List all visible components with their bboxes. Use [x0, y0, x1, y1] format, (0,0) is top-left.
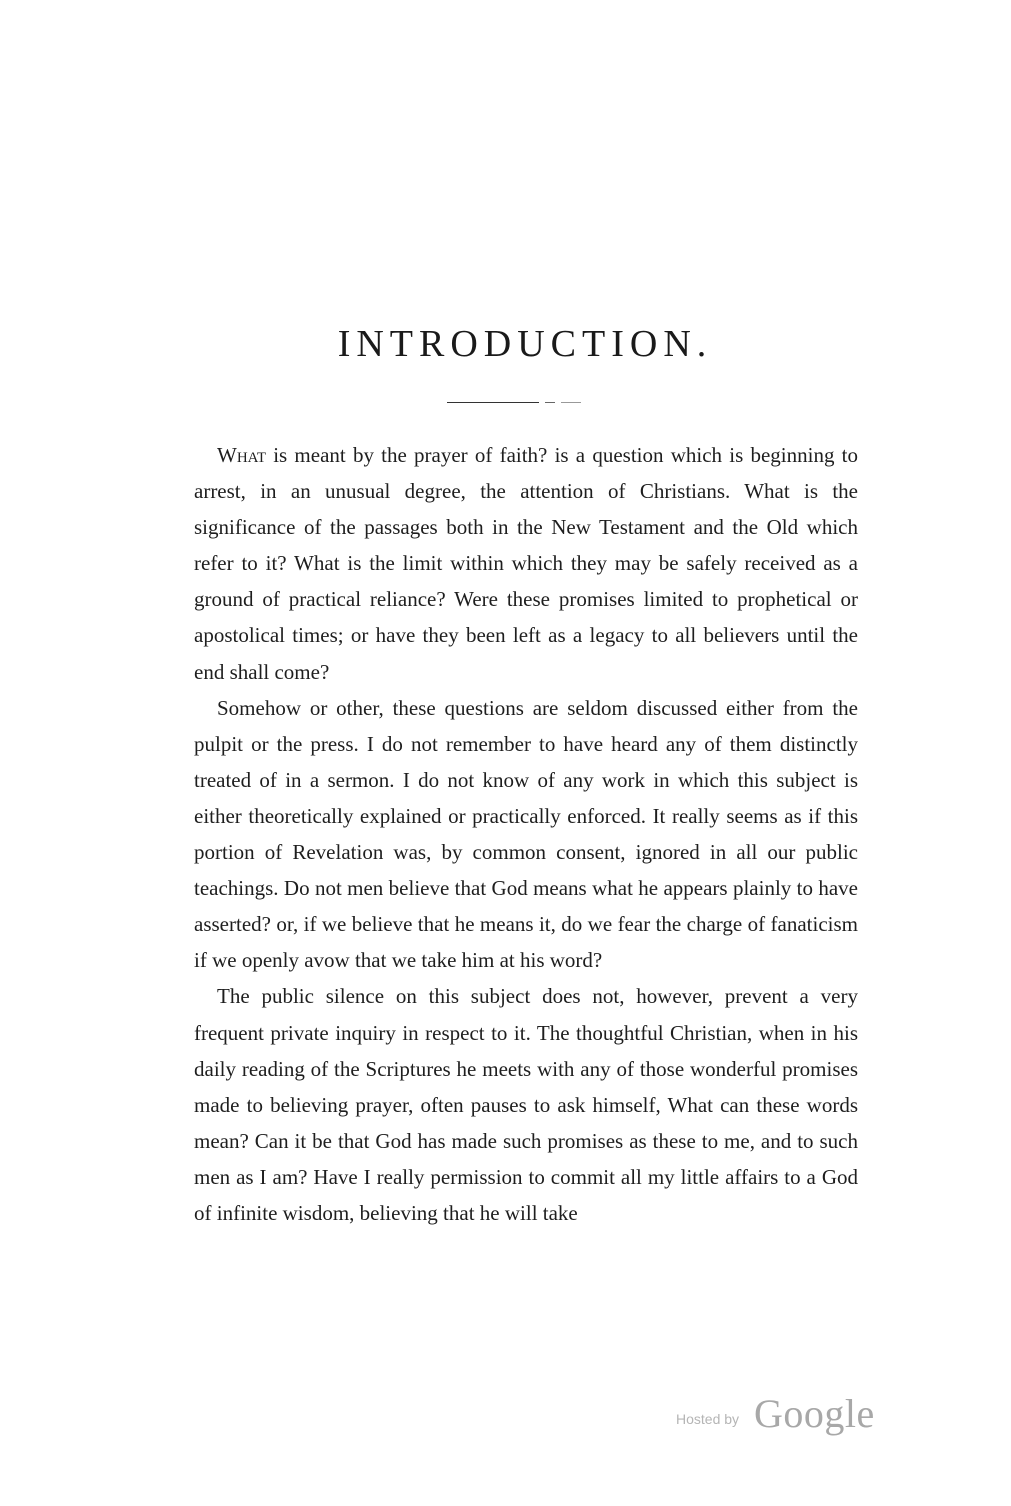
chapter-title: INTRODUCTION. [337, 323, 713, 365]
hosted-by-label: Hosted by [676, 1411, 740, 1427]
divider-segment [545, 402, 555, 403]
google-logo: Google [754, 1391, 875, 1436]
body-text [194, 437, 858, 1231]
hosted-by-google-watermark [676, 1390, 886, 1440]
paragraph-2: Somehow or other, these questions are seldom discussed either from the pulpit or the press. I do not remember to have heard any of them distinctly treated of in a sermon. I do not know of any work in which this subject is either theoretically explained or practically enforced. It really seems as if this portion of Revelation was, by common consent, ignored in all our public teachings. Do not men believe that God means what he appears plainly to have asserted? or, if we believe that he means it, do we fear the charge of fanaticism if we openly avow that we take him at his word? [194, 695, 858, 973]
title-divider [447, 402, 597, 404]
paragraph-text: is meant by the prayer of faith? is a question which is beginning to arrest, in an unusual degree, the attention of Christians. What is the significance of the passages both in the New Testament and the Old which refer to it? What is the limit within which they may be safely received as a ground of practical reliance? Were these promises limited to prophetical or apostolical times; or have they been left as a legacy to all believers until the end shall come? [194, 443, 858, 684]
divider-segment [447, 402, 539, 403]
divider-segment [561, 402, 581, 403]
paragraph-1 [194, 437, 858, 690]
paragraph-3: The public silence on this subject does not, however, prevent a very frequent private inquiry in respect to it. The thoughtful Christian, when in his daily reading of the Scriptures he meets with any of those wonderful promises made to believing prayer, often pauses to ask himself, What can these words mean? Can it be that God has made such promises as these to me, and to such men as I am? Have I really permission to commit all my little affairs to a God of infinite wisdom, believing that he will take [194, 984, 858, 1225]
paragraph-lead-word: What [217, 443, 266, 467]
